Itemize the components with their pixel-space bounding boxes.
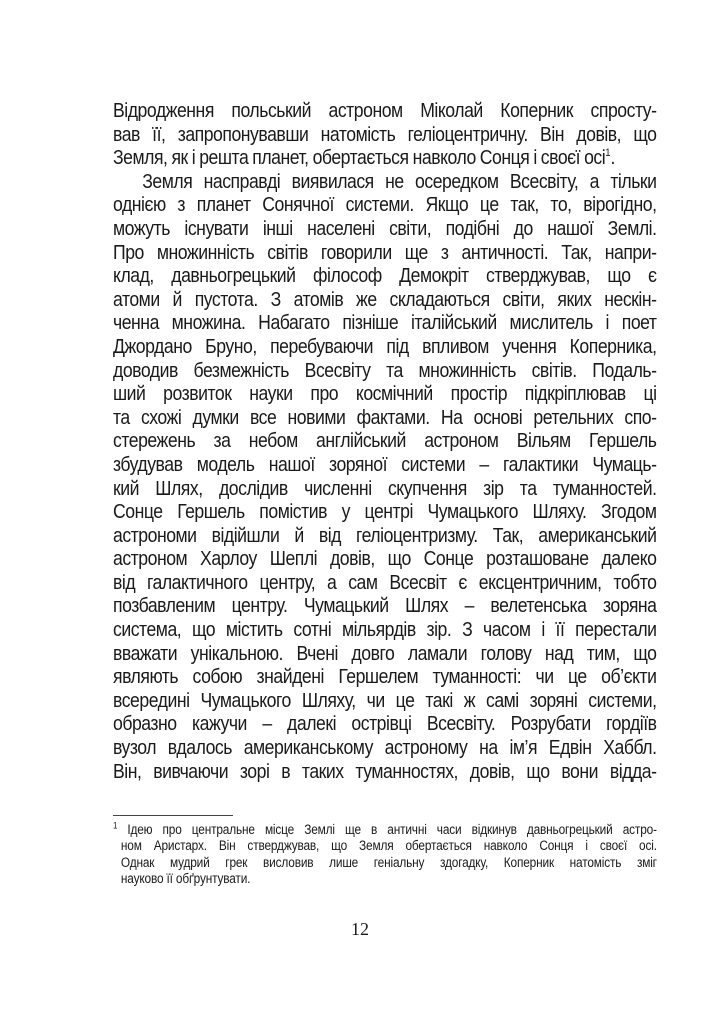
paragraph-first-line: Земля насправді виявилася не осередком Всесвіту, а тільки	[142, 169, 657, 193]
footnote-line: ном Аристарх. Він стверджував, що Земля обертається навколо Сонця і своєї осі.	[120, 838, 657, 854]
text-line: доводив безмежність Всесвіту та множинність світів. Подаль-	[113, 358, 657, 382]
text-line: вав її, запропонувавши натомість геліоцентричну. Він довів, що	[113, 122, 657, 146]
text-line: стережень за небом англійський астроном Вільям Гершель	[113, 429, 657, 453]
text-line: система, що містить сотні мільярдів зір. З часом і її перестали	[113, 618, 657, 642]
text-line: можуть існувати інші населені світи, подібні до нашої Землі.	[113, 216, 657, 240]
text-line: та схожі думки все новими фактами. На основі ретельних спо-	[113, 405, 657, 429]
text-line: Джордано Бруно, перебуваючи під впливом учення Коперника,	[113, 334, 657, 358]
text-line: Сонце Гершель помістив у центрі Чумацького Шляху. Згодом	[113, 500, 657, 524]
text-line: вважати унікальною. Вчені довго ламали голову над тим, що	[113, 641, 657, 665]
text-line: вузол вдалось американському астроному на ім’я Едвін Хаббл.	[113, 736, 657, 760]
sentence-period: .	[610, 146, 615, 170]
footnote	[113, 822, 657, 888]
footnote-marker: 1	[113, 820, 118, 831]
text-line-content: Земля, як і решта планет, обертається навколо Сонця і своєї осі	[113, 146, 606, 170]
text-line: ший розвиток науки про космічний простір підкріплював ці	[113, 382, 657, 406]
footnote-text: Ідею про центральне місце Землі ще в античні часи відкинув давньогрецький астро-	[127, 822, 657, 837]
text-line: кий Шлях, дослідив численні скупчення зір та туманностей.	[113, 476, 657, 500]
text-line: позбавленим центру. Чумацький Шлях – велетенська зоряна	[113, 594, 657, 618]
footnote-divider	[113, 815, 233, 816]
text-line: атоми й пустота. З атомів же складаються світи, яких нескін-	[113, 287, 657, 311]
text-line: клад, давньогрецький філософ Демокріт стверджував, що є	[113, 264, 657, 288]
footnote-line: Однак мудрий грек висловив лише геніальну здогадку, Коперник натомість зміг	[120, 854, 657, 870]
text-line: ченна множина. Набагато пізніше італійський мислитель і поет	[113, 311, 657, 335]
text-line: астрономи відійшли й від геліоцентризму. Так, американський	[113, 523, 657, 547]
text-line: Він, вивчаючи зорі в таких туманностях, довів, що вони відда-	[113, 759, 657, 783]
main-text	[113, 99, 657, 783]
text-line	[113, 146, 657, 170]
text-line: всередині Чумацького Шляху, чи це такі ж самі зоряні системи,	[113, 688, 657, 712]
footnote-line: науково її обґрунтувати.	[120, 871, 251, 887]
text-line: від галактичного центру, а сам Всесвіт є ексцентричним, тобто	[113, 570, 657, 594]
footnote-line	[113, 822, 657, 838]
text-line: являють собою знайдені Гершелем туманності: чи це об’єкти	[113, 665, 657, 689]
text-line: образно кажучи – далекі острівці Всесвіту. Розрубати гордіїв	[113, 712, 657, 736]
text-line: астроном Харлоу Шеплі довів, що Сонце розташоване далеко	[113, 547, 657, 571]
page-number: 12	[351, 919, 369, 939]
text-line: Про множинність світів говорили ще з античності. Так, напри-	[113, 240, 657, 264]
text-line: збудував модель нашої зоряної системи – галактики Чумаць-	[113, 452, 657, 476]
footnote-reference[interactable]: 1	[605, 147, 611, 160]
text-line: Відродження польський астроном Міколай Коперник спросту-	[113, 99, 657, 122]
text-line: однією з планет Сонячної системи. Якщо це так, то, вірогідно,	[113, 193, 657, 217]
